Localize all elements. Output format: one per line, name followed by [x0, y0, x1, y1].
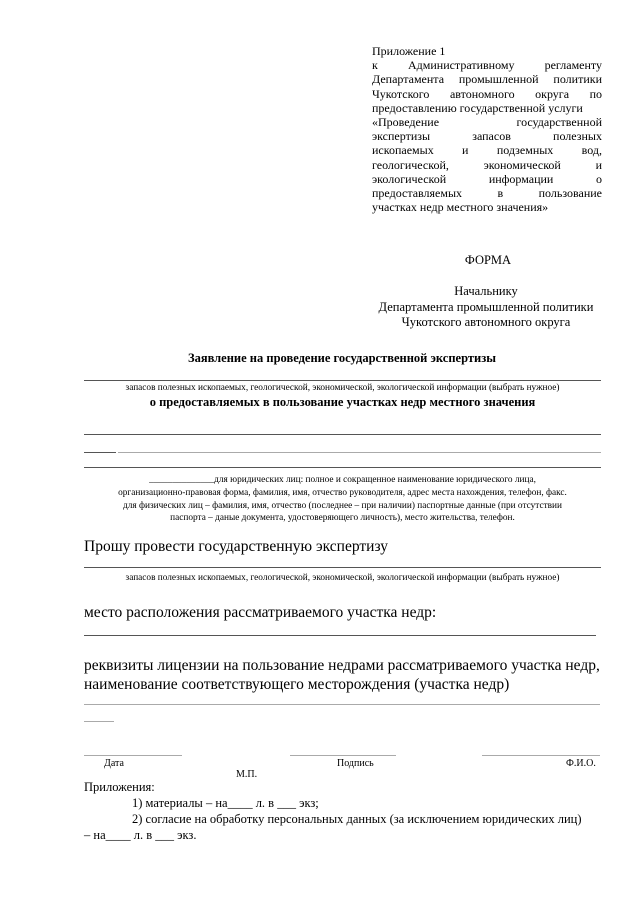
signature-line — [290, 755, 396, 756]
appendix-line: «Проведение государственной — [372, 115, 602, 130]
subject-line — [84, 380, 601, 381]
appendix-line: геологической, экономической и — [372, 157, 602, 172]
appendix-line: предоставлению государственной услуги — [372, 100, 583, 115]
applicant-hint-line-4: паспорта – даные документа, удостоверяющего личность), место жительства, телефон. — [170, 513, 515, 524]
attachments-heading: Приложения: — [84, 780, 155, 794]
applicant-line-1 — [84, 434, 601, 435]
location-label: место расположения рассматриваемого участка недр: — [84, 604, 437, 621]
location-line — [84, 635, 596, 636]
request-text: Прошу провести государственную экспертизу — [84, 538, 389, 555]
appendix-block — [372, 44, 602, 214]
appendix-line: экспертизы запасов полезных — [372, 129, 602, 144]
license-label — [84, 656, 614, 694]
appendix-line: Департамента промышленной политики — [372, 72, 602, 87]
subject-hint: запасов полезных ископаемых, геологической, экономической, экологической информации (выбрать нужное) — [125, 383, 560, 393]
request-hint: запасов полезных ископаемых, геологической, экономической, экологической информации (выбрать нужное) — [125, 573, 560, 583]
applicant-hint-line-1 — [84, 474, 601, 487]
document-title: Заявление на проведение государственной экспертизы — [187, 351, 497, 365]
applicant-hint-line-2: организационно-правовая форма, фамилия, имя, отчество руководителя, адрес места нахождения, телефон, факс. — [118, 487, 567, 498]
license-line-2: наименование соответствующего месторождения (участка недр) — [84, 676, 510, 693]
date-line — [84, 755, 182, 756]
appendix-line: экологической информации о — [372, 171, 602, 186]
appendix-line: Чукотского автономного округа по — [372, 86, 602, 101]
appendix-line: ископаемых и подземных вод, — [372, 143, 602, 158]
fio-label: Ф.И.О. — [566, 758, 596, 769]
date-label: Дата — [104, 758, 124, 769]
license-fill-line-1 — [84, 704, 600, 705]
attachment-item-2-line-1: 2) согласие на обработку персональных данных (за исключением юридических лиц) — [132, 812, 582, 826]
appendix-line: к Административному регламенту — [372, 58, 602, 73]
appendix-line: участках недр местного значения» — [372, 200, 549, 215]
form-label: ФОРМА — [464, 253, 512, 267]
attachment-item-2-line-2: – на____ л. в ___ экз. — [84, 828, 197, 842]
license-line-1: реквизиты лицензии на пользование недрами рассматриваемого участка недр, — [84, 657, 600, 674]
applicant-hint-line-3: для физических лиц – фамилия, имя, отчество (последнее – при наличии) паспортные данные (при отсутствии — [122, 500, 562, 511]
appendix-line: Приложение 1 — [372, 44, 446, 58]
applicant-hint-text-1: для юридических лиц: полное и сокращенное наименование юридического лица, — [214, 475, 536, 485]
stamp-label: М.П. — [236, 769, 258, 780]
addressee-block — [360, 284, 612, 331]
applicant-line-2-short — [84, 452, 116, 453]
subject-bold-text: о предоставляемых в пользование участках недр местного значения — [149, 395, 536, 409]
attachment-item-1: 1) материалы – на____ л. в ___ экз; — [132, 796, 319, 810]
applicant-hint — [84, 474, 601, 525]
addressee-line-1: Начальнику — [454, 284, 518, 298]
license-fill-line-2 — [84, 721, 114, 722]
appendix-line: предоставляемых в пользование — [372, 186, 602, 201]
applicant-line-2 — [118, 452, 601, 453]
request-line — [84, 567, 601, 568]
applicant-hint-prefix: ______________ — [149, 475, 215, 485]
fio-line — [482, 755, 600, 756]
addressee-line-3: Чукотского автономного округа — [401, 315, 571, 329]
applicant-line-3 — [84, 467, 601, 468]
addressee-line-2: Департамента промышленной политики — [378, 299, 594, 314]
signature-label: Подпись — [337, 758, 374, 769]
